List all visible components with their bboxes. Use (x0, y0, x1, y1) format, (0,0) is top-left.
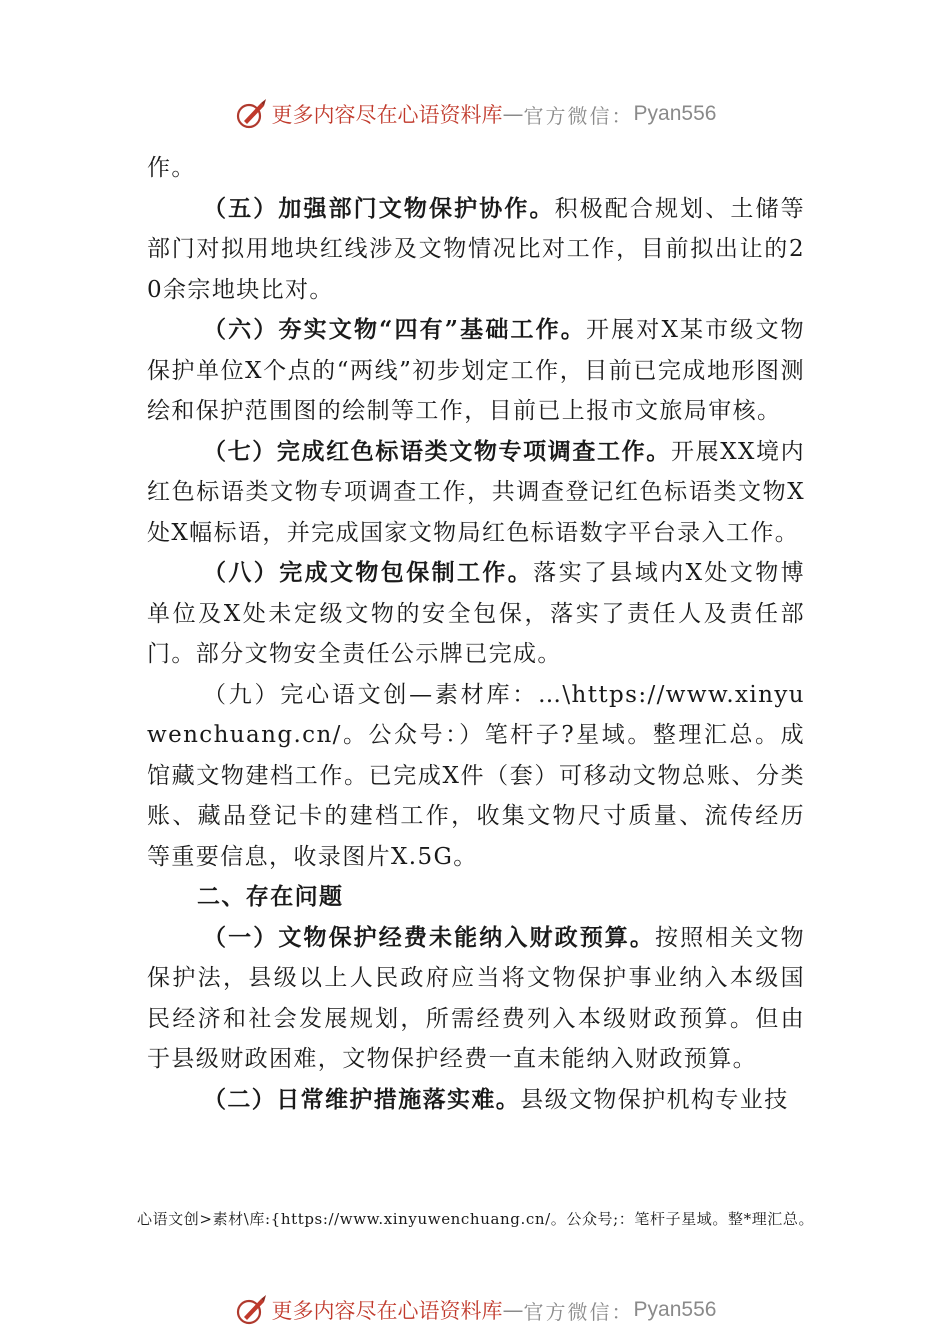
watermark-wechat-id: Pyan556 (633, 1298, 717, 1321)
paragraph-9 (147, 675, 805, 878)
quill-logo-icon (234, 1293, 268, 1327)
paragraph-8-lead: （八）完成文物包保制工作。 (203, 559, 534, 586)
paragraph-7-body: 开展XX境内红色标语类文物专项调查工作，共调查登记红色标语类文物X处X幅标语，并完成国家文物局红色标语数字平台录入工作。 (147, 438, 805, 546)
watermark-wechat-label: 官方微信： (523, 103, 634, 128)
paragraph-5-lead: （五）加强部门文物保护协作。 (203, 194, 555, 222)
problem-paragraph-2 (147, 1080, 805, 1121)
watermark-dash: — (502, 1298, 524, 1322)
paragraph-6-lead: （六）夯实文物“四有”基础工作。 (203, 316, 586, 343)
paragraph-5-body: 积极配合规划、土储等部门对拟用地块红线涉及文物情况比对工作，目前拟出让的20余宗地块比对。 (147, 195, 805, 303)
paragraph-0 (147, 148, 805, 189)
problem-1-body: 按照相关文物保护法，县级以上人民政府应当将文物保护事业纳入本级国民经济和社会发展规划，所需经费列入本级财政预算。但由于县级财政困难，文物保护经费一直未能纳入财政预算。 (147, 924, 805, 1072)
paragraph-9-body: （九）完心语文创—素材库：…\https://www.xinyuwenchuang.cn/。公众号：）笔杆子?星域。整理汇总。成馆藏文物建档工作。已完成X件（套）可移动文物总账、分类账、藏品登记卡的建档工作，收集文物尺寸质量、流传经历等重要信息，收录图片X.5G。 (147, 681, 805, 870)
paragraph-8-body: 落实了县域内X处文物博单位及X处未定级文物的安全包保，落实了责任人及责任部门。部分文物安全责任公示牌已完成。 (147, 560, 805, 667)
footer-watermark (0, 1290, 950, 1330)
quill-logo-icon (234, 97, 268, 131)
problem-1-lead: （一）文物保护经费未能纳入财政预算。 (203, 923, 656, 951)
paragraph-8 (147, 553, 805, 675)
watermark-wechat-id: Pyan556 (633, 102, 717, 125)
paragraph-0-body: 作。 (147, 155, 196, 181)
problem-paragraph-1 (147, 918, 805, 1080)
watermark-brand-text: 更多内容尽在心语资料库 (271, 1299, 503, 1323)
watermark-wechat-label: 官方微信： (523, 1299, 634, 1324)
paragraph-7 (147, 432, 805, 554)
document-body (147, 148, 805, 1120)
section-heading-problems: 二、存在问题 (197, 884, 344, 910)
paragraph-7-lead: （七）完成红色标语类文物专项调查工作。 (203, 437, 671, 465)
problem-2-lead: （二）日常维护措施落实难。 (203, 1085, 521, 1113)
header-watermark (0, 94, 950, 134)
watermark-brand-text: 更多内容尽在心语资料库 (271, 103, 503, 127)
paragraph-6 (147, 310, 805, 432)
footnote-source: 心语文创>素材\库:{https://www.xinyuwenchuang.cn/。公众号;：笔杆子星域。整*理汇总。 (137, 1210, 815, 1228)
paragraph-6-body: 开展对X某市级文物保护单位X个点的“两线”初步划定工作，目前已完成地形图测绘和保护范围图的绘制等工作，目前已上报市文旅局审核。 (147, 317, 805, 424)
watermark-dash: — (502, 102, 524, 126)
paragraph-5 (147, 189, 805, 311)
problem-2-body: 县级文物保护机构专业技 (520, 1086, 789, 1113)
